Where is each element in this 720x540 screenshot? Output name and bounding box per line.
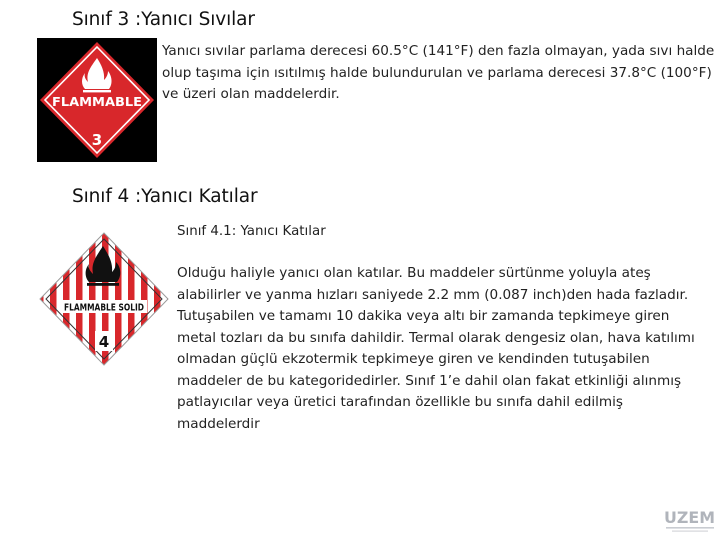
flammable-liquid-placard	[37, 38, 157, 162]
placard-number: 3	[91, 131, 103, 149]
class4-title: Sınıf 4 :Yanıcı Katılar	[72, 186, 258, 207]
placard-label: FLAMMABLE SOLID	[64, 302, 145, 314]
class4-description: Olduğu haliyle yanıcı olan katılar. Bu maddeler sürtünme yoluyla ateş alabilirler ve yanma hızları saniyede 2.2 mm (0.087 inch)den hada fazladır. Tutuşabilen ve tamamı 10 dakika veya altı bir zamanda tepkimeye giren metal tozları da bu sınıfa dahildir. Termal olarak dengesiz olan, hava katılımı olmadan güçlü ekzotermik tepkimeye giren ve kendinden tutuşabilen maddeler de bu kategoridedirler. Sınıf 1’e dahil olan fakat etkinliği alınmış patlayıcılar veya üretici tarafından özellikle bu sınıfa dahil edilmiş maddelerdir	[177, 265, 695, 432]
class4-subtitle: Sınıf 4.1: Yanıcı Katılar	[177, 224, 326, 239]
uzem-logo	[664, 505, 716, 535]
placard-label: FLAMMABLE	[52, 94, 142, 109]
class3-description: Yanıcı sıvılar parlama derecesi 60.5°C (141°F) den fazla olmayan, yada sıvı halde olup taşıma için ısıtılmış halde bulundurulan ve parlama derecesi 37.8°C (100°F) ve üzeri olan maddelerdir.	[162, 43, 715, 102]
logo-text: UZEM	[664, 508, 715, 527]
placard-number: 4	[98, 333, 110, 351]
class3-title: Sınıf 3 :Yanıcı Sıvılar	[72, 9, 255, 30]
flammable-solid-placard	[37, 230, 171, 368]
